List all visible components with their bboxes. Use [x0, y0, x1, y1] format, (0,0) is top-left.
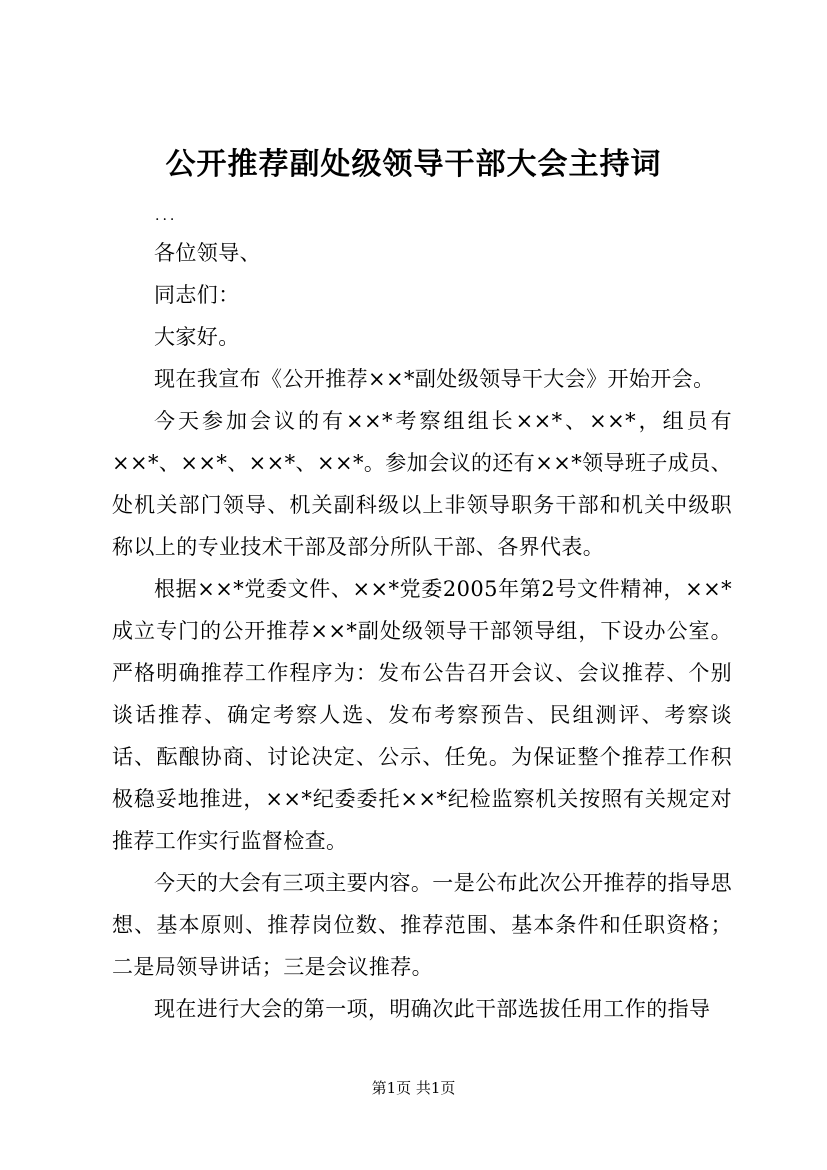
paragraph-greeting-leaders: 各位领导、 [154, 241, 261, 265]
paragraph-greeting-comrades: 同志们： [154, 283, 240, 307]
paragraph-agenda: 今天的大会有三项主要内容。一是公布此次公开推荐的指导思想、基本原则、推荐岗位数、推荐范围、基本条件和任职资格；二是局领导讲话；三是会议推荐。 [112, 871, 732, 979]
document-title: 公开推荐副处级领导干部大会主持词 [165, 147, 662, 182]
paragraph-hello: 大家好。 [154, 325, 240, 349]
page-number-footer: 第1页 共1页 [371, 1079, 456, 1097]
document-body [112, 232, 732, 1030]
paragraph-procedure: 根据××*党委文件、××*党委2005年第2号文件精神，××*成立专门的公开推荐××*副处级领导干部领导组，下设办公室。严格明确推荐工作程序为：发布公告召开会议、会议推荐、个别谈话推荐、确定考察人选、发布考察预告、民组测评、考察谈话、酝酿协商、讨论决定、公示、任免。为保证整个推荐工作积极稳妥地推进，××*纪委委托××*纪检监察机关按照有关规定对推荐工作实行监督检查。 [112, 577, 732, 853]
ellipsis-marker: ... [155, 208, 178, 224]
paragraph-attendees: 今天参加会议的有××*考察组组长××*、××*，组员有××*、××*、××*、××*。参加会议的还有××*领导班子成员、处机关部门领导、机关副科级以上非领导职务干部和机关中级职称以上的专业技术干部及部分所队干部、各界代表。 [112, 409, 732, 559]
paragraph-first-item: 现在进行大会的第一项，明确次此干部选拔任用工作的指导 [154, 997, 711, 1021]
paragraph-opening: 现在我宣布《公开推荐××*副处级领导干大会》开始开会。 [154, 367, 715, 391]
